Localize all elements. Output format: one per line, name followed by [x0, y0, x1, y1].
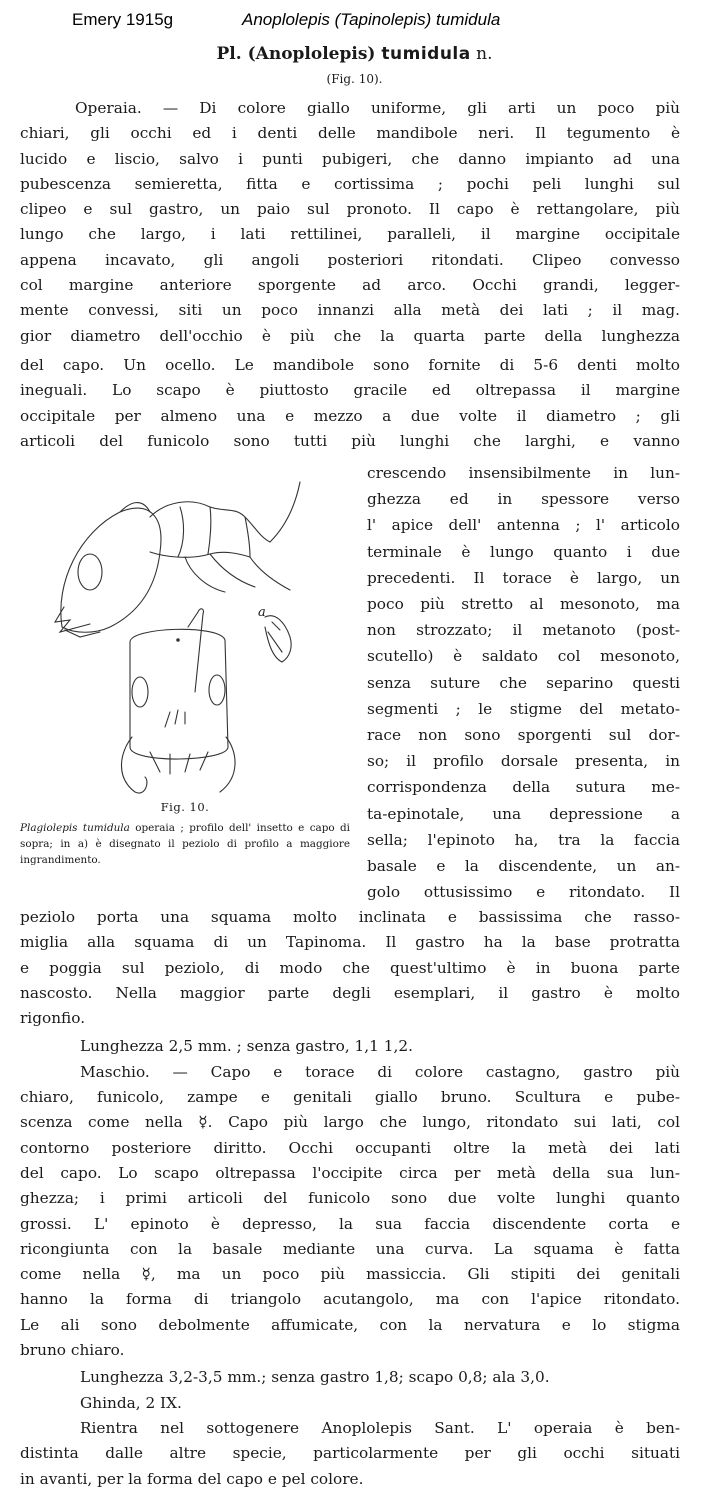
worker-description — [20, 96, 680, 454]
text-line: poco più stretto al mesonoto, ma — [367, 595, 680, 614]
text-line: non strozzato; il metanoto (post- — [367, 621, 680, 640]
worker-description-end — [20, 905, 680, 1492]
text-line: Rientra nel sottogenere Anoplolepis Sant. L' operaia è ben- — [80, 1418, 680, 1437]
text-line: articoli del funicolo sono tutti più lunghi che larghi, e vanno — [20, 431, 680, 450]
text-line: so; il profilo dorsale presenta, in — [367, 752, 680, 771]
text-line: in avanti, per la forma del capo e pel colore. — [20, 1469, 364, 1488]
figure-marker: a — [258, 605, 266, 620]
text-line: ghezza; i primi articoli del funicolo sono due volte lunghi quanto — [20, 1189, 680, 1208]
male-length: Lunghezza 3,2-3,5 mm.; senza gastro 1,8; scapo 0,8; ala 3,0. — [80, 1368, 550, 1387]
title-genus: Anoplolepis — [255, 44, 368, 64]
text-line: rigonfio. — [20, 1009, 86, 1028]
text-line: gior diametro dell'occhio è più che la quarta parte della lunghezza — [20, 326, 680, 345]
species-title — [0, 44, 709, 64]
text-line: e poggia sul peziolo, di modo che quest'ultimo è in buona parte — [20, 958, 680, 977]
text-line: bruno chiaro. — [20, 1341, 125, 1360]
text-line: peziolo porta una squama molto inclinata e bassissima che rasso- — [20, 908, 680, 926]
title-mid: ) — [367, 44, 382, 64]
text-line: ghezza ed in spessore verso — [367, 490, 680, 509]
text-line: crescendo insensibilmente in lun- — [367, 464, 680, 482]
text-line: mente convessi, siti un poco innanzi alla metà dei lati ; il mag. — [20, 301, 680, 320]
text-line: del capo. Un ocello. Le mandibole sono fornite di 5-6 denti molto — [20, 355, 680, 374]
text-line: appena incavato, gli angoli posteriori ritondati. Clipeo convesso — [20, 250, 680, 269]
text-line: del capo. Lo scapo oltrepassa l'occipite circa per metà della sua lun- — [20, 1163, 680, 1182]
text-line: hanno la forma di triangolo acutangolo, ma con l'apice ritondato. — [20, 1290, 680, 1309]
text-line: l' apice dell' antenna ; l' articolo — [367, 516, 680, 535]
text-line: pubescenza semieretta, fitta e cortissima ; pochi peli lunghi sul — [20, 174, 680, 193]
text-line: chiaro, funicolo, zampe e genitali giallo bruno. Scultura e pube- — [20, 1088, 680, 1107]
text-line: senza suture che separino questi — [367, 673, 680, 692]
figure-caption — [20, 820, 350, 868]
worker-length: Lunghezza 2,5 mm. ; senza gastro, 1,1 1,2. — [80, 1037, 413, 1056]
text-line: miglia alla squama di un Tapinoma. Il gastro ha la base protratta — [20, 933, 680, 952]
ant-figure — [50, 462, 340, 802]
text-line: segmenti ; le stigme del metato- — [367, 699, 680, 718]
text-line: sella; l'epinoto ha, tra la faccia — [367, 830, 680, 849]
text-line: distinta dalle altre specie, particolarmente per gli occhi situati — [20, 1444, 680, 1463]
text-line: Operaia. — Di colore giallo uniforme, gli arti un poco più — [75, 99, 680, 117]
text-line: grossi. L' epinoto è depresso, la sua faccia discendente corta e — [20, 1214, 680, 1233]
header-taxon: Anoplolepis (Tapinolepis) tumidula — [242, 10, 501, 29]
text-line: ineguali. Lo scapo è piuttosto gracile ed oltrepassa il margine — [20, 381, 680, 400]
text-line: clipeo e sul gastro, un paio sul pronoto. Il capo è rettangolare, più — [20, 200, 680, 219]
text-line: scenza come nella ☿. Capo più largo che lungo, ritondato sui lati, col — [20, 1113, 680, 1132]
text-line: col margine anteriore sporgente ad arco. Occhi grandi, legger- — [20, 276, 680, 295]
caption-species: Plagiolepis tumidula — [20, 822, 130, 834]
text-line: scutello) è saldato col mesonoto, — [367, 647, 680, 666]
text-line: contorno posteriore diritto. Occhi occupanti oltre la metà dei lati — [20, 1138, 680, 1157]
text-line: ricongiunta con la basale mediante una curva. La squama è fatta — [20, 1239, 680, 1258]
text-line: lungo che largo, i lati rettilinei, paralleli, il margine occipitale — [20, 225, 680, 244]
figure-reference: (Fig. 10). — [326, 72, 383, 86]
text-line: ta-epinotale, una depressione a — [367, 804, 680, 823]
text-line: Le ali sono debolmente affumicate, con la nervatura e lo stigma — [20, 1315, 680, 1334]
text-line: nascosto. Nella maggior parte degli esemplari, il gastro è molto — [20, 983, 680, 1002]
text-line: race non sono sporgenti sul dor- — [367, 726, 680, 745]
text-line: precedenti. Il torace è largo, un — [367, 568, 680, 587]
worker-description-continued — [367, 460, 680, 905]
text-line: chiari, gli occhi ed i denti delle mandibole neri. Il tegumento è — [20, 124, 680, 143]
header-citation: Emery 1915g — [72, 10, 174, 29]
caption-text: operaia ; profilo dell' insetto e capo di sopra; in a) è disegnato il peziolo di profilo a maggiore ingrandimento. — [20, 822, 350, 866]
text-line: Maschio. — Capo e torace di colore castagno, gastro più — [80, 1062, 680, 1081]
figure-label: Fig. 10. — [160, 800, 210, 814]
text-line: occipitale per almeno una e mezzo a due volte il diametro ; gli — [20, 406, 680, 425]
title-species: tumidula — [381, 44, 471, 64]
text-line: corrispondenza della sutura me- — [367, 778, 680, 797]
locality: Ghinda, 2 IX. — [80, 1393, 182, 1412]
title-suffix: n. — [470, 44, 493, 64]
title-prefix: Pl. ( — [216, 44, 256, 64]
text-line: basale e la discendente, un an- — [367, 857, 680, 876]
text-line: come nella ☿, ma un poco più massiccia. Gli stipiti dei genitali — [20, 1265, 680, 1284]
text-line: terminale è lungo quanto i due — [367, 542, 680, 561]
text-line: lucido e liscio, salvo i punti pubigeri, che danno impianto ad una — [20, 149, 680, 168]
text-line: golo ottusissimo e ritondato. Il — [367, 883, 680, 902]
